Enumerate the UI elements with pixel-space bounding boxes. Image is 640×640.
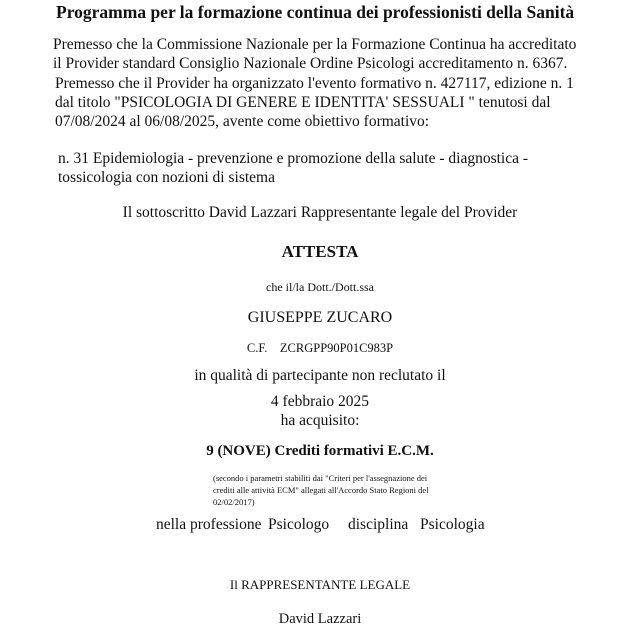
profession-value: Psicologo: [268, 516, 330, 533]
premise-line: Premesso che il Provider ha organizzato l'evento formativo n. 427117, edizione n. 1: [55, 75, 574, 92]
participant-role: in qualità di partecipante non reclutato il: [194, 367, 446, 384]
fiscal-code-label: C.F.: [246, 341, 268, 355]
profession-label: nella professione: [156, 516, 262, 533]
discipline-label: disciplina: [348, 516, 409, 533]
representative-name: David Lazzari: [278, 611, 362, 627]
recipient-intro: che il/la Dott./Dott.ssa: [266, 280, 374, 294]
note-line: crediti alle attività ECM" allegati all'Accordo Stato Regioni del: [213, 485, 429, 495]
note-line: (secondo i parametri stabiliti dai "Criteri per l'assegnazione dei: [213, 473, 428, 483]
premise-line: 07/08/2024 al 06/08/2025, avente come obiettivo formativo:: [55, 113, 430, 130]
recipient-name: GIUSEPPE ZUCARO: [247, 309, 393, 326]
fiscal-code: [0, 339, 640, 358]
date: 4 febbraio 2025: [270, 393, 370, 410]
attesta-heading: ATTESTA: [281, 242, 359, 261]
acquired-label: ha acquisito:: [280, 412, 360, 429]
premise-line: Premesso che la Commissione Nazionale per la Formazione Continua ha accreditato: [53, 36, 577, 53]
page-title: Programma per la formazione continua dei professionisti della Sanità: [56, 2, 575, 22]
signatory-line: Il sottoscritto David Lazzari Rappresentante legale del Provider: [122, 204, 518, 221]
objective-line: tossicologia con nozioni di sistema: [58, 169, 275, 186]
representative-label: Il RAPPRESENTANTE LEGALE: [229, 577, 411, 592]
note-line: 02/02/2017): [213, 497, 255, 507]
objective-line: n. 31 Epidemiologia - prevenzione e promozione della salute - diagnostica -: [58, 150, 529, 167]
credits: 9 (NOVE) Crediti formativi E.C.M.: [206, 443, 434, 459]
premise-line: dal titolo "PSICOLOGIA DI GENERE E IDENTITA' SESSUALI " tenutosi dal: [55, 94, 551, 111]
fiscal-code-value: ZCRGPP90P01C983P: [279, 341, 394, 355]
premise-line: il Provider standard Consiglio Nazionale Ordine Psicologi accreditamento n. 6367.: [53, 55, 568, 72]
discipline-value: Psicologia: [420, 516, 485, 533]
